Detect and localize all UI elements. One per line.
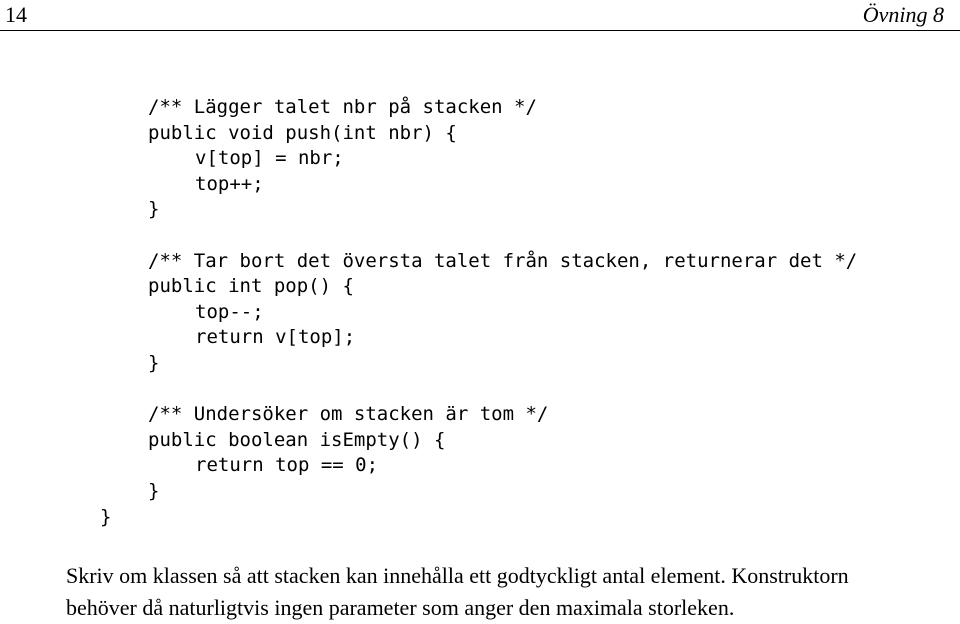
header-rule	[0, 30, 960, 31]
code-line-push-assign: v[top] = nbr;	[195, 147, 344, 170]
code-line-class-close: }	[100, 505, 112, 528]
exercise-text	[66, 560, 960, 624]
code-line-push-close: }	[148, 198, 160, 221]
code-line-isempty-comment: /** Undersöker om stacken är tom */	[148, 403, 549, 426]
code-line-isempty-close: }	[148, 479, 160, 502]
code-line-push-signature: public void push(int nbr) {	[148, 121, 457, 144]
code-line-blank	[0, 377, 857, 403]
code-line-pop-close: }	[148, 351, 160, 374]
code-listing	[0, 95, 857, 530]
exercise-text-line-2: behöver då naturligtvis ingen parameter som anger den maximala storleken.	[66, 595, 735, 620]
page-header	[0, 0, 960, 30]
code-line-isempty-signature: public boolean isEmpty() {	[148, 428, 446, 451]
code-line-isempty-return: return top == 0;	[195, 454, 379, 477]
exercise-text-line-1: Skriv om klassen så att stacken kan innehålla ett godtyckligt antal element. Konstruktorn	[66, 563, 849, 588]
page-number: 14	[5, 2, 27, 27]
code-line-push-increment: top++;	[195, 172, 264, 195]
code-line-pop-signature: public int pop() {	[148, 275, 354, 298]
code-line-pop-return: return v[top];	[195, 326, 356, 349]
running-title: Övning 8	[862, 2, 944, 27]
code-line-pop-decrement: top--;	[195, 300, 264, 323]
code-line-push-comment: /** Lägger talet nbr på stacken */	[148, 96, 537, 118]
code-line-pop-comment: /** Tar bort det översta talet från stacken, returnerar det */	[148, 249, 858, 272]
code-line-blank	[0, 223, 857, 249]
